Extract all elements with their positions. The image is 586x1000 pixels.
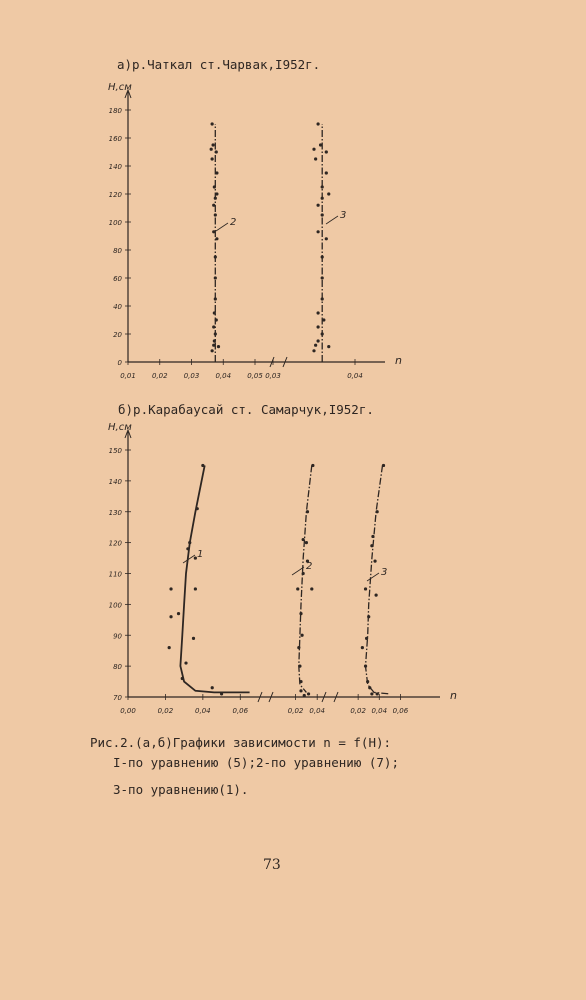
data-point [367, 615, 370, 618]
data-point [211, 157, 214, 160]
y-tick-label: 100 [108, 601, 122, 610]
data-point [181, 677, 184, 680]
y-tick-label: 140 [108, 477, 122, 486]
data-point [215, 171, 218, 174]
data-point [215, 318, 218, 321]
series-label: 3 [340, 210, 347, 221]
data-point [317, 339, 320, 342]
data-point [364, 587, 367, 590]
data-point [317, 122, 320, 125]
data-point [317, 311, 320, 314]
data-point [211, 686, 214, 689]
data-point [317, 230, 320, 233]
y-tick-label: 140 [108, 163, 122, 171]
x-tick-label: 0,04 [195, 707, 211, 715]
x-axis-label: n [395, 354, 402, 367]
data-point [366, 680, 369, 683]
data-point [213, 339, 216, 342]
figure-caption-line-1: Рис.2.(а,б)Графики зависимости n = f(H): [90, 735, 392, 750]
data-point [214, 332, 217, 335]
data-point [186, 547, 189, 550]
x-tick-label: 0,02 [157, 707, 174, 715]
data-point [325, 171, 328, 174]
y-tick-label: 120 [108, 191, 122, 199]
y-tick-label: 130 [108, 508, 122, 517]
data-point [361, 646, 364, 649]
data-point [321, 332, 324, 335]
figure-caption-line-3: 3-по уравнению(1). [113, 782, 249, 797]
data-point [212, 344, 215, 347]
y-tick-label: 120 [108, 539, 122, 548]
x-tick-label: 0,02 [350, 707, 366, 715]
data-point [211, 349, 214, 352]
data-point [364, 665, 367, 668]
data-point [299, 680, 302, 683]
data-point [321, 185, 324, 188]
series-label-leader [367, 573, 379, 581]
data-point [322, 318, 325, 321]
data-point [321, 276, 324, 279]
data-point [321, 255, 324, 258]
data-point [321, 213, 324, 216]
data-point [306, 510, 309, 513]
data-point [299, 612, 302, 615]
data-point [375, 594, 378, 597]
x-tick-label: 0,03 [183, 372, 200, 380]
series-label: 2 [230, 217, 237, 228]
data-point [312, 349, 315, 352]
x-tick-label: 0,05 [247, 372, 263, 380]
y-tick-label: 180 [108, 107, 122, 115]
data-point [325, 150, 328, 153]
y-tick-label: 90 [113, 632, 122, 641]
data-point [303, 694, 306, 697]
data-point [370, 692, 373, 695]
data-point [302, 538, 305, 541]
data-point [298, 665, 301, 668]
data-point [212, 230, 215, 233]
data-point [214, 213, 217, 216]
figure-caption-line-2: I-по уравнению (5);2-по уравнению (7); [113, 755, 399, 770]
data-point [327, 192, 330, 195]
data-point [325, 237, 328, 240]
data-point [376, 510, 379, 513]
data-point [317, 325, 320, 328]
x-tick-label: 0,01 [120, 372, 136, 380]
series-label: 1 [197, 549, 204, 560]
data-point [373, 560, 376, 563]
data-point [214, 197, 217, 200]
data-point [368, 686, 371, 689]
data-point [169, 587, 172, 590]
data-point [382, 464, 385, 467]
data-point [321, 297, 324, 300]
data-point [215, 237, 218, 240]
data-point [319, 143, 322, 146]
x-tick-label: 0,04 [215, 372, 232, 380]
data-point [212, 204, 215, 207]
data-point [192, 637, 195, 640]
data-point [184, 661, 187, 664]
data-point [214, 255, 217, 258]
y-tick-label: 100 [108, 219, 122, 227]
data-point [376, 692, 379, 695]
data-point [314, 157, 317, 160]
x-tick-label: 0,04 [309, 707, 325, 715]
data-point [310, 587, 313, 590]
data-point [297, 646, 300, 649]
series-label-leader [216, 223, 228, 231]
x-tick-label: 0,03 [265, 372, 281, 380]
data-point [196, 507, 199, 510]
data-point [370, 544, 373, 547]
y-tick-label: 70 [113, 694, 122, 702]
x-tick-label: 0,02 [287, 707, 304, 715]
data-point [211, 122, 214, 125]
page-number: 73 [263, 857, 281, 873]
y-tick-label: 40 [113, 303, 122, 311]
y-tick-label: 20 [113, 331, 122, 339]
x-tick-label: 0,06 [232, 707, 249, 715]
figure-b-title: б)р.Карабаусай ст. Самарчук,I952г. [118, 402, 374, 417]
data-point [169, 615, 172, 618]
series-label: 3 [381, 567, 388, 578]
x-tick-label: 0,04 [347, 372, 363, 380]
y-tick-label: 160 [108, 135, 122, 143]
data-point [314, 344, 317, 347]
data-point [188, 541, 191, 544]
data-point [215, 192, 218, 195]
series-line-1 [180, 465, 249, 692]
x-tick-label: 0,02 [151, 372, 168, 380]
data-point [220, 692, 223, 695]
data-point [201, 464, 204, 467]
y-tick-label: 150 [108, 447, 122, 455]
y-tick-label: 80 [113, 663, 122, 672]
data-point [213, 311, 216, 314]
data-point [177, 612, 180, 615]
series-label-leader [326, 216, 338, 224]
data-point [212, 325, 215, 328]
data-point [365, 637, 368, 640]
data-point [327, 345, 330, 348]
data-point [307, 692, 310, 695]
data-point [217, 345, 220, 348]
data-point [321, 197, 324, 200]
data-point [296, 587, 299, 590]
series-line-2 [299, 465, 312, 692]
series-label: 2 [306, 561, 313, 572]
y-tick-label: 110 [108, 570, 122, 579]
data-point [371, 535, 374, 538]
x-tick-label: 0,00 [120, 707, 136, 715]
y-axis-label: H,см [108, 422, 132, 433]
y-axis-label: H,см [108, 82, 132, 93]
data-point [311, 464, 314, 467]
data-point [317, 204, 320, 207]
data-point [211, 143, 214, 146]
data-point [299, 689, 302, 692]
data-point [214, 276, 217, 279]
data-point [168, 646, 171, 649]
y-tick-label: 0 [117, 359, 122, 367]
y-tick-label: 60 [113, 275, 122, 283]
y-tick-label: 80 [113, 247, 122, 255]
x-tick-label: 0,04 [371, 707, 388, 715]
data-point [302, 572, 305, 575]
data-point [305, 541, 308, 544]
data-point [312, 148, 315, 151]
data-point [210, 148, 213, 151]
data-point [194, 587, 197, 590]
data-point [300, 634, 303, 637]
data-point [213, 185, 216, 188]
figure-a-title: а)р.Чаткал ст.Чарвак,I952г. [117, 57, 321, 72]
data-point [214, 297, 217, 300]
x-axis-label: n [450, 689, 457, 702]
data-point [215, 150, 218, 153]
x-tick-label: 0,06 [392, 707, 409, 715]
